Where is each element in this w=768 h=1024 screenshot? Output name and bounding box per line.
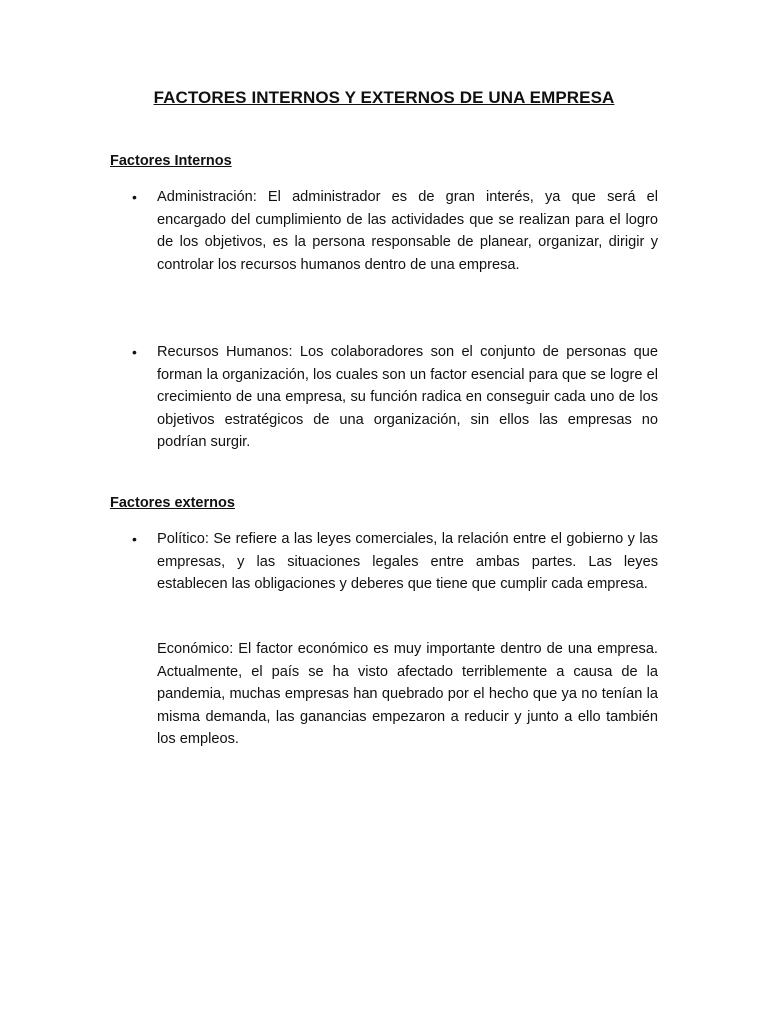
list-item-administracion (132, 186, 658, 276)
paragraph-recursos-humanos: Recursos Humanos: Los colaboradores son el conjunto de personas que forman la organización, los cuales son un factor esencial para que se logre el crecimiento de una empresa, su función radica en conseguir cada uno de los objetivos estratégicos de una organización, sin ellos las empresas no podrían surgir. (157, 344, 658, 451)
list-item-economico (132, 638, 658, 751)
document-title: FACTORES INTERNOS Y EXTERNOS DE UNA EMPRESA (153, 88, 615, 107)
list-item-politico (132, 528, 658, 596)
paragraph-administracion: Administración: El administrador es de gran interés, ya que será el encargado del cumplimiento de las actividades que se realizan para el logro de los objetivos, es la persona responsable de planear, organizar, dirigir y controlar los recursos humanos dentro de una empresa. (157, 189, 658, 273)
list-item-recursos-humanos (132, 341, 658, 454)
section-heading-factores-internos: Factores Internos (110, 153, 232, 169)
bullet-marker: • (132, 531, 137, 547)
paragraph-politico: Político: Se refiere a las leyes comerciales, la relación entre el gobierno y las empresas, y las situaciones legales entre ambas partes. Las leyes establecen las obligaciones y deberes que tiene que cumplir cada empresa. (157, 531, 658, 593)
paragraph-economico: Económico: El factor económico es muy importante dentro de una empresa. Actualmente, el país se ha visto afectado terriblemente a causa de la pandemia, muchas empresas han quebrado por el hecho que ya no tenían la misma demanda, las ganancias empezaron a reducir y junto a ello también los empleos. (157, 641, 658, 748)
bullet-marker: • (132, 344, 137, 360)
bullet-marker: • (132, 189, 137, 205)
section-heading-factores-externos: Factores externos (110, 495, 235, 511)
